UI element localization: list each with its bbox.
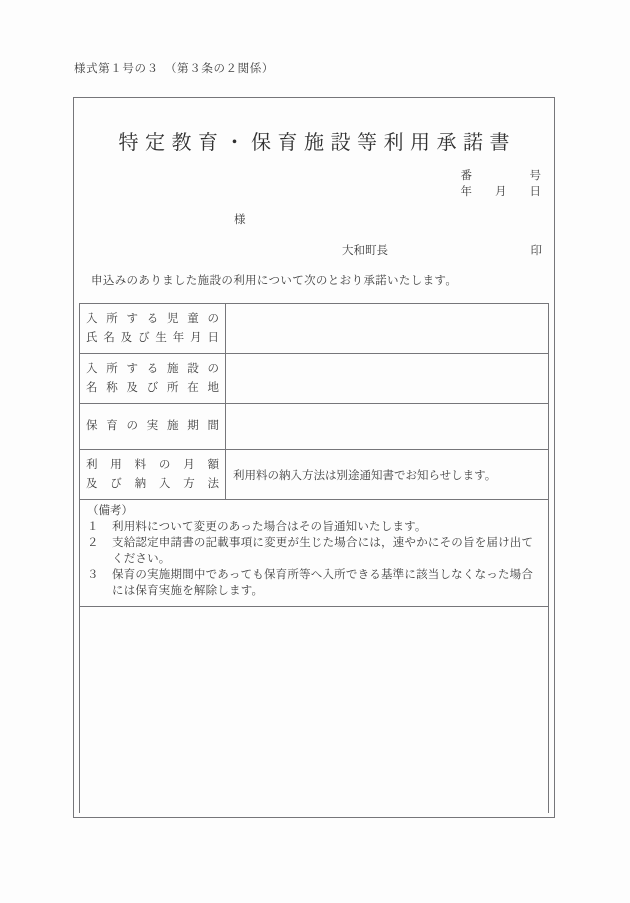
row-label-facility-name [80,354,226,404]
blank-continuation-area [79,511,549,813]
intro-sentence: 申込みのありました施設の利用について次のとおり承諾いたします。 [91,275,458,287]
row-value-fee-payment[interactable]: 利用料の納入方法は別途通知書でお知らせします。 [226,450,549,500]
row-label-line-1: 保育の実施期間 [86,420,219,432]
row-value-care-period[interactable] [226,404,549,450]
remark-text: 支給認定申請書の記載事項に変更が生じた場合には，速やかにその旨を届け出てください。 [112,537,534,565]
remark-text: 利用料について変更のあった場合はその旨通知いたします。 [112,521,427,533]
table-row [80,354,549,404]
remark-text: 保育の実施期間中であっても保育所等へ入所できる基準に該当しなくなった場合には保育実施を解除します。 [112,569,534,597]
row-label-care-period [80,404,226,450]
row-value-facility-name[interactable] [226,354,549,404]
document-date-line: 年 月 日 [460,186,541,198]
document-meta-block [461,168,543,200]
row-label-line-1: 入所する施設の [86,362,219,375]
row-label-child-name [80,304,226,354]
row-label-line-1: 利用料の月額 [86,458,219,471]
remark-number: ３ [87,569,99,581]
row-label-line-2: 名称及び所在地 [86,381,219,394]
seal-mark: 印 [530,245,542,257]
row-label-fee-payment [80,450,226,500]
table-row [80,450,549,500]
remark-number: ２ [87,537,99,549]
table-row [80,304,549,354]
issuer-line [342,242,542,258]
row-label-line-1: 入所する児童の [86,312,219,325]
remarks-title: （備考） [87,505,133,517]
remark-number: １ [87,521,99,533]
row-label-line-2: 及び納入方法 [86,477,219,490]
document-number-line: 番 号 [460,170,541,182]
document-border-box [73,97,555,818]
row-value-child-name[interactable] [226,304,549,354]
issuer-name: 大和町長 [342,245,388,257]
page-title: 特定教育・保育施設等利用承諾書 [118,132,516,154]
row-label-line-2: 氏名及び生年月日 [86,331,219,344]
addressee-suffix: 様 [234,214,246,226]
table-row [80,404,549,450]
form-number-header: 様式第１号の３ （第３条の２関係） [74,63,274,75]
